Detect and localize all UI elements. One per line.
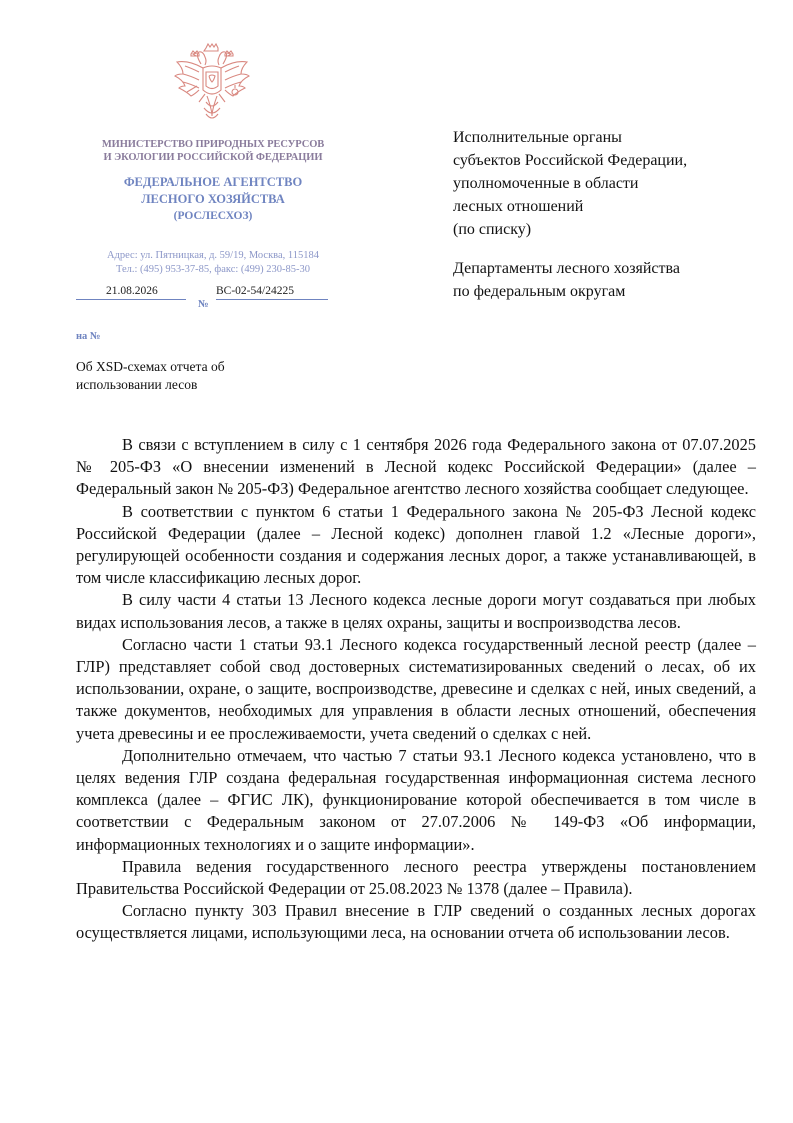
address-line: Тел.: (495) 953-37-85, факс: (499) 230-85-30 (115, 263, 311, 275)
addressee-line: субъектов Российской Федерации, (453, 152, 688, 169)
ministry-line: И ЭКОЛОГИИ РОССИЙСКОЙ ФЕДЕРАЦИИ (103, 152, 323, 163)
body-paragraph: В связи с вступлением в силу с 1 сентября 2026 года Федерального закона от 07.07.2025 № 205-ФЗ «О внесении изменений в Лесной кодекс Российской Федерации» (далее – Федеральный закон № 205-ФЗ) Федеральное агентство лесного хозяйства сообщает следующее. (76, 435, 756, 499)
addressee-line: лесных отношений (453, 198, 584, 215)
addressee-line: уполномоченные в области (453, 175, 639, 192)
letter-body (76, 434, 756, 945)
addressee-line: по федеральным округам (453, 283, 626, 300)
registration-line (76, 285, 336, 315)
in-reply-to-label: на № (76, 331, 101, 342)
number-underline (216, 299, 328, 300)
subject-line: Об XSD-схемах отчета об (76, 359, 225, 374)
agency-line: ФЕДЕРАЛЬНОЕ АГЕНТСТВО (123, 175, 303, 189)
agency-short-name: (РОСЛЕСХОЗ) (173, 210, 253, 222)
addressee-line: (по списку) (453, 221, 532, 238)
addressee-gap (453, 241, 773, 257)
ministry-name (68, 138, 358, 164)
registration-number: ВС-02-54/24225 (216, 285, 294, 297)
addressee-block (453, 126, 773, 303)
registration-date: 21.08.2026 (106, 285, 158, 297)
body-paragraph: В силу части 4 статьи 13 Лесного кодекса лесные дороги могут создаваться при любых видах использования лесов, а также в целях охраны, защиты и воспроизводства лесов. (76, 590, 756, 632)
addressee-line: Исполнительные органы (453, 129, 622, 146)
address-line: Адрес: ул. Пятницкая, д. 59/19, Москва, 115184 (106, 250, 320, 261)
letter-subject (76, 358, 296, 394)
body-paragraph: Правила ведения государственного лесного реестра утверждены постановлением Правительства Российской Федерации от 25.08.2023 № 1378 (далее – Правила). (76, 856, 756, 899)
agency-address (68, 249, 358, 276)
body-paragraph: Согласно пункту 303 Правил внесение в ГЛР сведений о созданных лесных дорогах осуществляется лицами, использующими леса, на основании отчета об использовании лесов. (76, 901, 756, 943)
subject-line: использовании лесов (76, 377, 198, 392)
ministry-line: МИНИСТЕРСТВО ПРИРОДНЫХ РЕСУРСОВ (101, 139, 325, 150)
body-paragraph: В соответствии с пунктом 6 статьи 1 Федерального закона № 205-ФЗ Лесной кодекс Российской Федерации (далее – Лесной кодекс) дополнен главой 1.2 «Лесные дороги», регулирующей особенности создания и содержания лесных дорог, а также устанавливающей, в том числе классификацию лесных дорог. (76, 501, 756, 588)
addressee-line: Департаменты лесного хозяйства (453, 260, 680, 277)
agency-line: ЛЕСНОГО ХОЗЯЙСТВА (141, 192, 285, 206)
coat-of-arms-icon (173, 42, 251, 126)
date-underline (76, 299, 186, 300)
body-paragraph: Согласно части 1 статьи 93.1 Лесного кодекса государственный лесной реестр (далее – ГЛР) представляет собой свод достоверных систематизированных сведений о лесах, об их использовании, охране, о защите, воспроизводстве, древесине и сделках с ней, иных сведений, а также документов, необходимых для управления в области лесных отношений, обеспечения учета древесины и ее прослеживаемости, учета сведений о сделках с ней. (76, 634, 756, 743)
agency-name (68, 174, 358, 225)
number-sign: № (198, 299, 209, 310)
body-paragraph: Дополнительно отмечаем, что частью 7 статьи 93.1 Лесного кодекса установлено, что в целях ведения ГЛР создана федеральная государственная информационная система лесного комплекса (далее – ФГИС ЛК), функционирование которой обеспечивается в том числе в соответствии с Федеральным законом от 27.07.2006 № 149-ФЗ «Об информации, информационных технологиях и о защите информации». (76, 745, 756, 854)
